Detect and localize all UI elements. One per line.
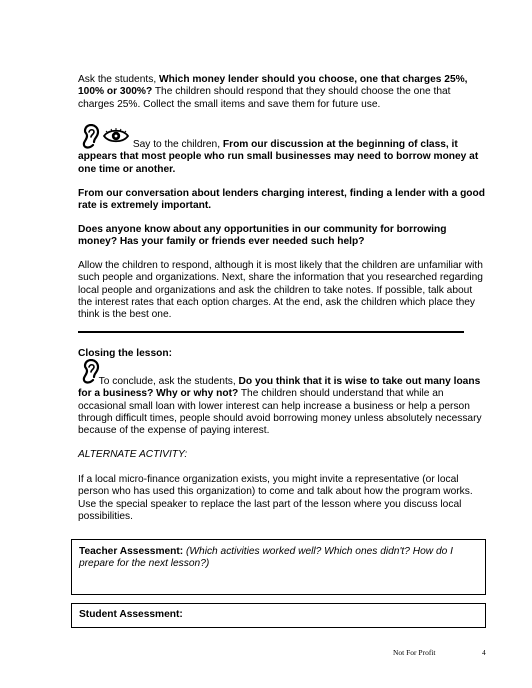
student-assessment-title: Student Assessment: — [79, 609, 183, 620]
teacher-assessment-title: Teacher Assessment: — [79, 546, 184, 557]
paragraph-rest: The children should respond that they should choose the one that charges 25%. Collect the small items and save them for future use. — [78, 86, 451, 110]
student-assessment-label — [79, 609, 474, 621]
alternate-activity-text: If a local micro-finance organization exists, you might invite a representative (or local person who has used this organization) to come and talk about how the program works. Use the special speaker to replace the last part of the lesson where you discuss local possibilities. — [78, 474, 473, 522]
paragraph-rest: The children should understand that while an occasional small loan with lower interest can help increase a business or help a person through difficult times, people should avoid borrowing money unless absolutely necessary because of the expense of paying interest. — [78, 388, 482, 437]
paragraph-closing — [78, 376, 488, 437]
question-text: Do you think that it is wise to take out many loans for a business? Why or why not? — [78, 376, 481, 400]
teacher-assessment-box — [71, 539, 486, 595]
question-text: Which money lender should you choose, one that charges 25%, 100% or 300%? — [78, 74, 468, 98]
paragraph-lead: To conclude, ask the students, — [96, 376, 239, 387]
paragraph-money-lender-question — [78, 74, 488, 111]
paragraph-say-to-children — [78, 139, 488, 176]
section-divider — [78, 331, 464, 333]
page-number: 4 — [482, 648, 486, 657]
alternate-activity-heading: ALTERNATE ACTIVITY: — [78, 449, 188, 460]
paragraph-allow-response: Allow the children to respond, although it is most likely that the children are unfamiliar with such people and organizations. Next, share the information that you researched regarding local people and organizations and ask the children to take notes. If possible, talk about the interest rates that each option charges. At the end, ask the children which place they think is the best one. — [78, 260, 483, 321]
paragraph-lender-rate: From our conversation about lenders charging interest, finding a lender with a good rate is extremely important. — [78, 188, 485, 212]
closing-heading: Closing the lesson: — [78, 348, 172, 359]
teacher-assessment-label — [79, 546, 474, 571]
paragraph-lead: Say to the children, — [130, 139, 223, 150]
teacher-assessment-prompt: (Which activities worked well? Which ones didn't? How do I prepare for the next lesson?) — [79, 546, 453, 570]
statement-text: From our discussion at the beginning of class, it appears that most people who run small businesses may need to borrow money at one time or another. — [78, 139, 479, 175]
footer-notice: Not For Profit — [393, 648, 436, 657]
paragraph-community-question: Does anyone know about any opportunities in our community for borrowing money? Has your family or friends ever needed such help? — [78, 224, 447, 248]
student-assessment-box — [71, 603, 486, 628]
paragraph-lead: Ask the students, — [78, 74, 159, 85]
